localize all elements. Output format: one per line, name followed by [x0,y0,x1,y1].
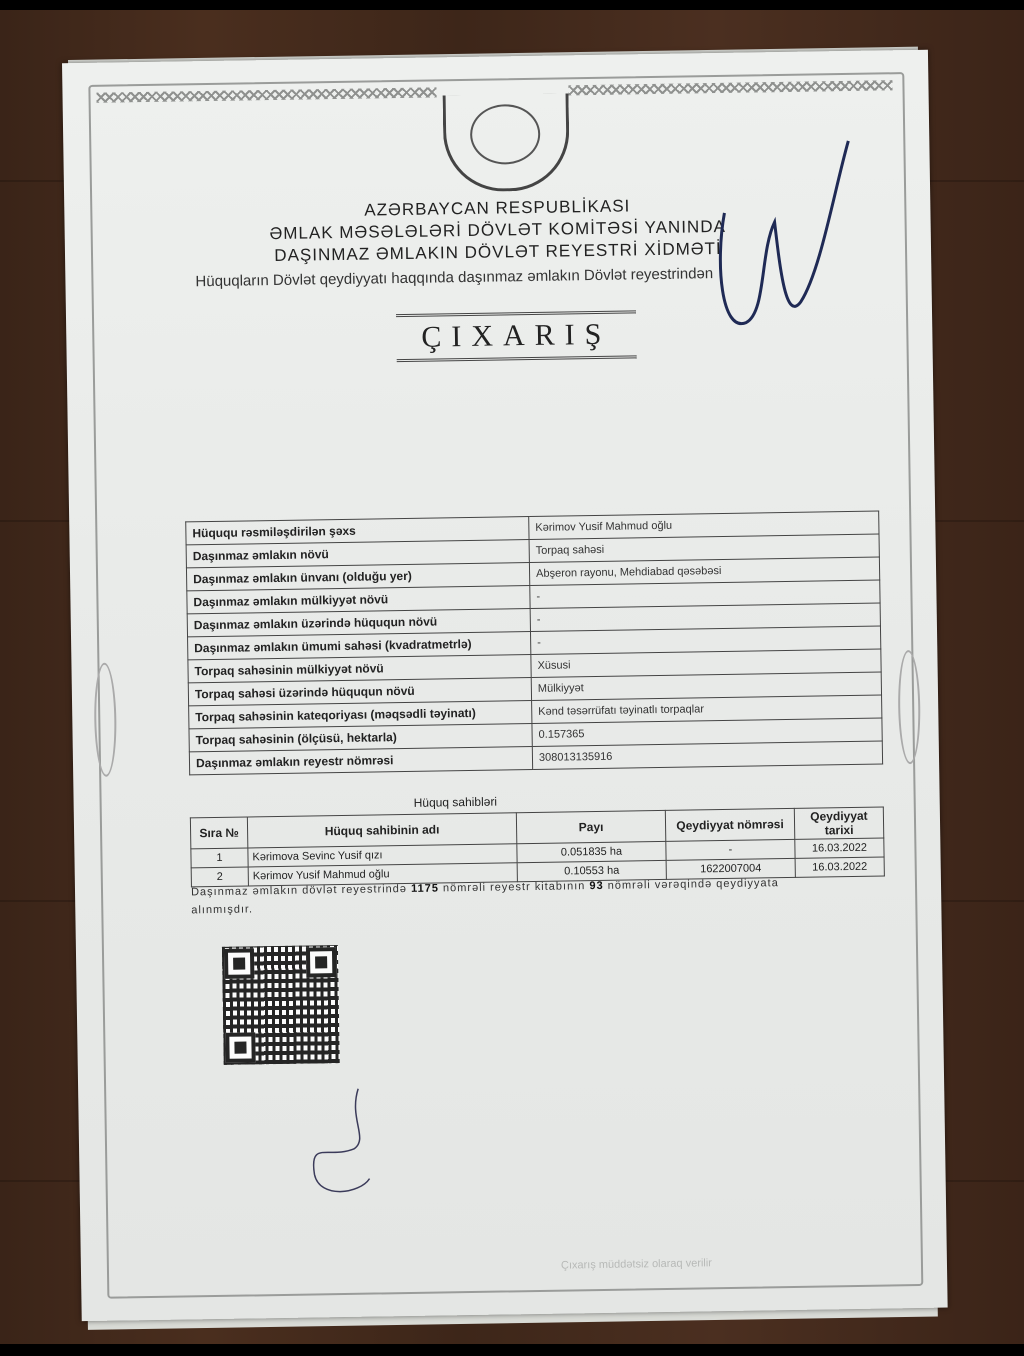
row-value: - [530,580,880,608]
row-value: - [530,626,880,654]
owner-share: 0.10553 ha [517,860,666,881]
owner-index: 2 [191,867,248,887]
handwritten-mark-icon [298,1078,400,1200]
row-key: Daşınmaz əmlakın növü [186,540,529,568]
col-header: Hüquq sahibinin adı [247,813,516,848]
row-key: Torpaq sahəsinin mülkiyyət növü [188,655,531,683]
header-line-1: AZƏRBAYCAN RESPUBLİKASI [364,196,631,220]
row-key: Daşınmaz əmlakın reyestr nömrəsi [189,747,532,775]
row-key: Torpaq sahəsinin (ölçüsü, hektarla) [189,724,532,752]
col-header: Payı [516,810,665,843]
row-key: Torpaq sahəsi üzərində hüququn növü [188,678,531,706]
registry-suffix: nömrəli vərəqində qeydiyyata alınmışdır. [191,877,779,917]
registry-page-number: 93 [589,879,604,893]
registry-middle: nömrəli reyestr kitabının [442,880,586,895]
row-value: Kənd təsərrüfatı təyinatlı torpaqlar [532,695,882,723]
handwritten-signature-icon [703,131,856,343]
owner-index: 1 [191,848,248,868]
owner-name: Kərimov Yusif Mahmud oğlu [248,863,517,886]
row-value: - [530,603,880,631]
row-key: Daşınmaz əmlakın üzərində hüququn növü [187,609,530,637]
owner-name: Kərimova Sevinc Yusif qızı [248,844,517,867]
document-title: ÇIXARIŞ [396,310,637,362]
row-value: 308013135916 [532,741,882,769]
row-key: Torpaq sahəsinin kateqoriyası (məqsədli təyinatı) [189,701,532,729]
qr-code-icon [222,945,340,1065]
row-value: Kərimov Yusif Mahmud oğlu [529,511,879,539]
col-header: Sıra № [190,817,247,849]
faint-footer-text: Çıxarış müddətsiz olaraq verilir [560,1257,713,1272]
row-value: Xüsusi [531,649,881,677]
owner-reg-number: 1622007004 [666,858,795,879]
col-header: Qeydiyyat nömrəsi [665,808,794,841]
row-value: Mülkiyyət [531,672,881,700]
registry-prefix: Daşınmaz əmlakın dövlət reyestrində [190,882,408,899]
row-key: Daşınmaz əmlakın ünvanı (olduğu yer) [186,563,529,591]
document-paper [62,50,948,1321]
header-line-4: Hüquqların Dövlət qeydiyyatı haqqında daşınmaz əmlakın Dövlət reyestrindən [195,265,714,291]
row-key: Hüququ rəsmiləşdirilən şəxs [186,517,529,545]
registry-book-number: 1175 [410,882,440,895]
top-black-bar [0,0,1024,10]
col-header: Qeydiyyat tarixi [794,807,883,839]
row-value: 0.157365 [532,718,882,746]
property-info-table [185,511,883,776]
header-line-2: ƏMLAK MƏSƏLƏLƏRİ DÖVLƏT KOMİTƏSİ YANINDA [269,216,727,244]
row-key: Daşınmaz əmlakın ümumi sahəsi (kvadratmetrlə) [188,632,531,660]
header-line-3: DAŞINMAZ ƏMLAKIN DÖVLƏT REYESTRİ XİDMƏTİ [274,238,722,265]
owner-reg-date: 16.03.2022 [795,857,884,877]
bottom-black-bar [0,1344,1024,1356]
row-key: Daşınmaz əmlakın mülkiyyət növü [187,586,530,614]
row-value: Abşeron rayonu, Mehdiabad qəsəbəsi [529,557,879,585]
owners-title: Hüquq sahibləri [413,794,498,810]
row-value: Torpaq sahəsi [529,534,879,562]
owner-reg-number: - [666,839,795,860]
owner-share: 0.051835 ha [517,841,666,862]
owner-reg-date: 16.03.2022 [795,838,884,858]
